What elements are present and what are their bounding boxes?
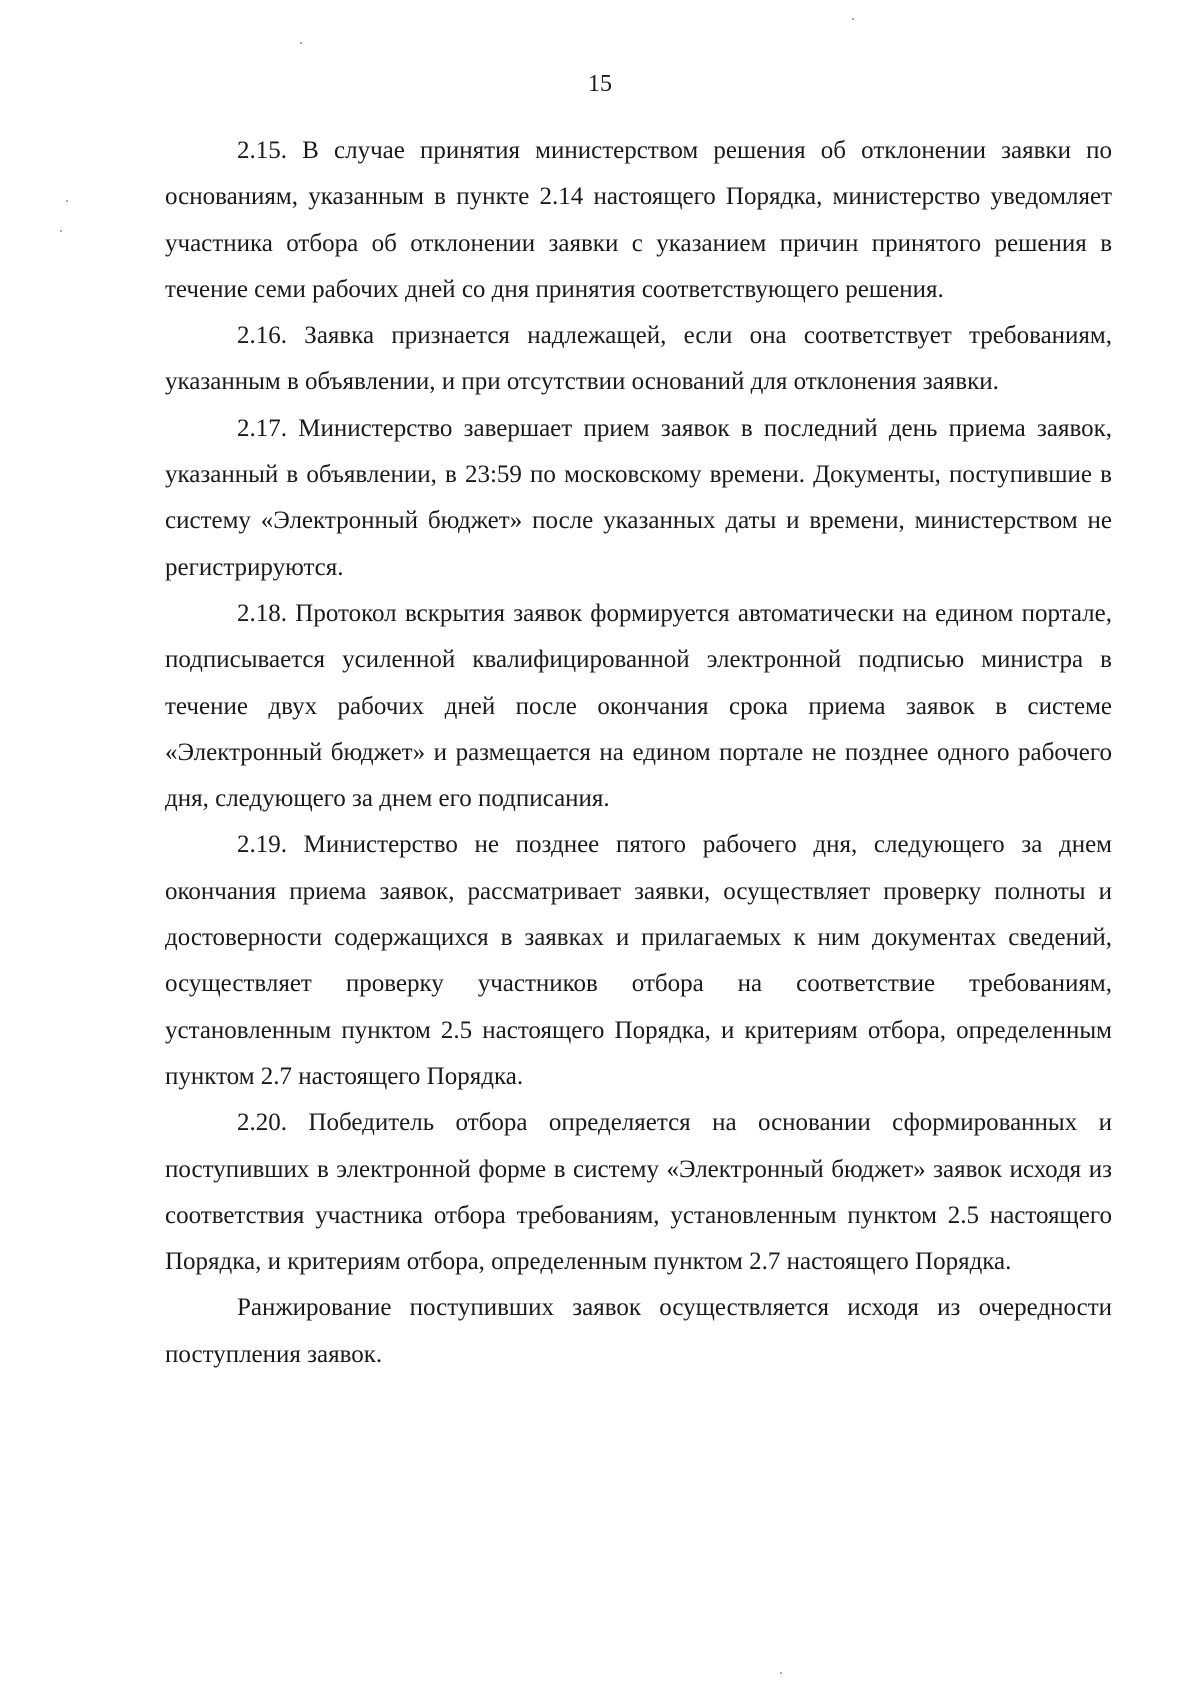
paragraph-2-15: 2.15. В случае принятия министерством решения об отклонении заявки по основаниям, указанным в пункте 2.14 настоящего Порядка, министерство уведомляет участника отбора об отклонении заявки с указанием причин принятого решения в течение семи рабочих дней со дня принятия соответствующего решения. bbox=[165, 137, 1112, 303]
paragraph-2-20: 2.20. Победитель отбора определяется на основании сформированных и поступивших в электронной форме в систему «Электронный бюджет» заявок исходя из соответствия участника отбора требованиям, установленным пунктом 2.5 настоящего Порядка, и критериям отбора, определенным пунктом 2.7 настоящего Порядка. bbox=[165, 1109, 1112, 1276]
paragraph-2-19: 2.19. Министерство не позднее пятого рабочего дня, следующего за днем окончания приема заявок, рассматривает заявки, осуществляет проверку полноты и достоверности содержащихся в заявках и прилагаемых к ним документах сведений, осуществляет проверку участников отбора на соответствие требованиям, установленным пунктом 2.5 настоящего Порядка, и критериям отбора, определенным пунктом 2.7 настоящего Порядка. bbox=[165, 831, 1112, 1090]
scan-speck bbox=[60, 230, 62, 232]
document-body bbox=[165, 128, 1112, 1378]
paragraph-2-17: 2.17. Министерство завершает прием заявок в последний день приема заявок, указанный в объявлении, в 23:59 по московскому времени. Документы, поступившие в систему «Электронный бюджет» после указанных даты и времени, министерством не регистрируются. bbox=[165, 414, 1112, 581]
scan-speck bbox=[66, 200, 68, 202]
paragraph-2-18: 2.18. Протокол вскрытия заявок формируется автоматически на едином портале, подписывается усиленной квалифицированной электронной подписью министра в течение двух рабочих дней после окончания срока приема заявок в системе «Электронный бюджет» и размещается на едином портале не позднее одного рабочего дня, следующего за днем его подписания. bbox=[165, 599, 1112, 813]
paragraph-ranking: Ранжирование поступивших заявок осуществляется исходя из очередности поступления заявок. bbox=[165, 1294, 1112, 1368]
scan-speck bbox=[780, 1672, 782, 1674]
paragraph-2-16: 2.16. Заявка признается надлежащей, если она соответствует требованиям, указанным в объявлении, и при отсутствии оснований для отклонения заявки. bbox=[165, 322, 1112, 396]
page-number: 15 bbox=[588, 71, 612, 97]
scan-speck bbox=[300, 42, 302, 44]
scan-speck bbox=[852, 18, 854, 20]
